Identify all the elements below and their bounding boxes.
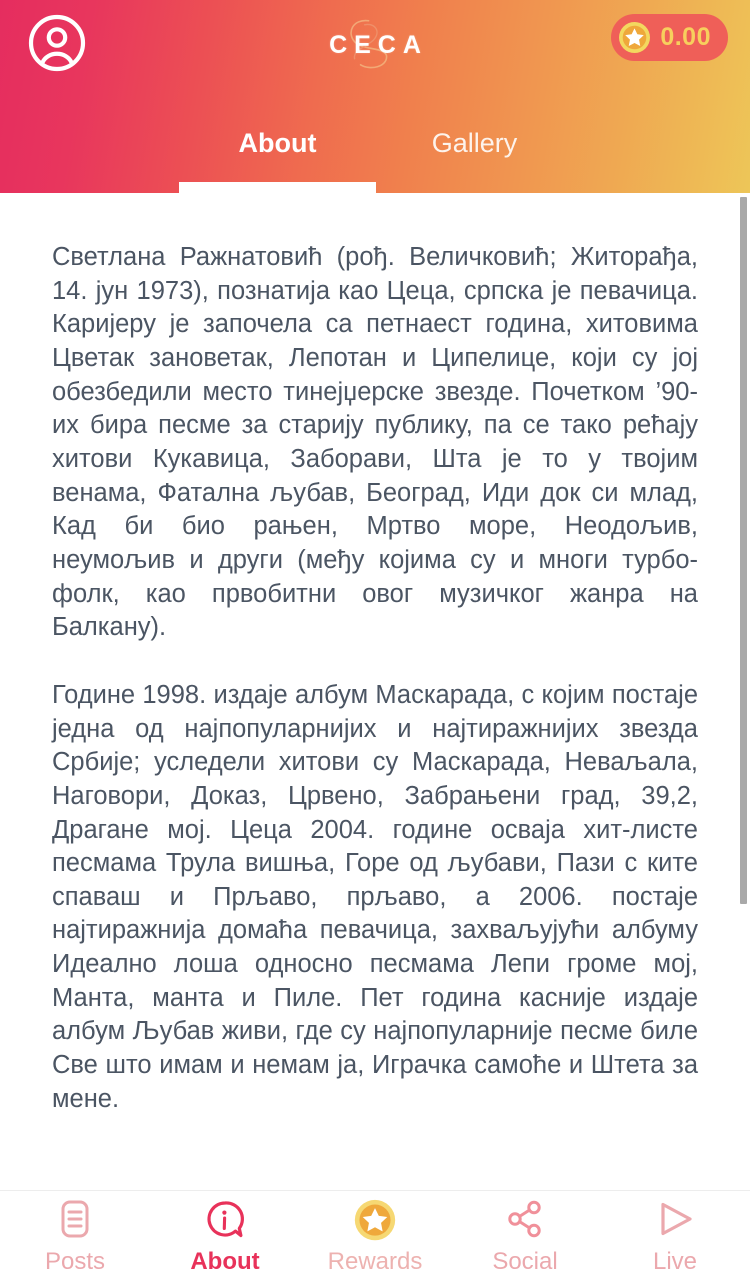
tab-about[interactable]: [179, 113, 376, 193]
document-lines-icon: [51, 1198, 99, 1246]
biography-article: [0, 193, 750, 1116]
nav-item-rewards[interactable]: [300, 1191, 450, 1287]
app-header: [0, 0, 750, 193]
tab-gallery-label: Gallery: [431, 128, 518, 158]
avatar-button[interactable]: [26, 12, 88, 74]
tab-active-indicator: [179, 182, 376, 193]
gold-coin-star-icon: [618, 21, 651, 54]
vertical-scrollbar-thumb[interactable]: [740, 197, 747, 904]
info-bubble-icon: [201, 1198, 249, 1246]
play-triangle-icon: [651, 1198, 699, 1246]
logo-text: CECA: [329, 30, 428, 59]
nav-item-live[interactable]: [600, 1191, 750, 1287]
nav-item-rewards-label: Rewards: [327, 1248, 423, 1275]
nav-item-social-label: Social: [492, 1248, 558, 1275]
nav-item-live-label: Live: [652, 1248, 698, 1275]
header-tabs: [0, 113, 750, 193]
tab-about-label: About: [238, 128, 317, 158]
about-content-scroll-area[interactable]: [0, 193, 750, 1190]
nav-item-about[interactable]: [150, 1191, 300, 1287]
app-logo[interactable]: [275, 14, 475, 76]
header-top-bar: [0, 0, 750, 113]
gold-coin-star-icon: [351, 1198, 399, 1246]
biography-paragraph-2: Године 1998. издаје албум Маскарада, с којим постаје једна од најпопуларнијих и најтиражнијих звезда Србије; уследели хитови су Маскарада, Неваљала, Наговори, Доказ, Црвено, Забрањени град, 39,2, Драгане мој. Цеца 2004. године осваја хит-листе песмама Трула вишња, Горе од љубави, Пази с ките спаваш и Прљаво, прљаво, а 2006. постаје најтиражнија домаћа певачица, захваљујући албуму Идеално лоша односно песмама Лепи громе мој, Манта, манта и Пиле. Пет година касније издаје албум Љубав живи, где су најпопуларније песме биле Све што имам и немам ја, Играчка самоће и Штета за мене.: [52, 680, 698, 1113]
share-nodes-icon: [501, 1198, 549, 1246]
bottom-navigation-bar: [0, 1190, 750, 1287]
nav-item-about-label: About: [190, 1248, 260, 1275]
biography-paragraph-1: Светлана Ражнатовић (рођ. Величковић; Житорађа, 14. јун 1973), познатија као Цеца, српска је певачица. Каријеру је започела са петнаест година, хитовима Цветак зановетак, Лепотан и Ципелице, који су јој обезбедили место тинејџерске звезде. Почетком ’90-их бира песме за старију публику, па се тако рећају хитови Кукавица, Заборави, Шта је то у твојим венама, Фатална љубав, Београд, Иди док си млад, Кад би био рањен, Мртво море, Неодољив, неумољив и други (међу којима су и многи турбо-фолк, као првобитни овог музичког жанра на Балкану).: [52, 243, 698, 642]
nav-item-posts[interactable]: [0, 1191, 150, 1287]
vertical-scrollbar-track[interactable]: [740, 193, 750, 1190]
tab-gallery[interactable]: [376, 113, 573, 193]
user-circle-icon: [26, 12, 88, 74]
nav-item-posts-label: Posts: [44, 1248, 106, 1275]
coin-amount-label: 0.00: [660, 23, 711, 51]
coin-balance-button[interactable]: [611, 14, 728, 61]
nav-item-social[interactable]: [450, 1191, 600, 1287]
